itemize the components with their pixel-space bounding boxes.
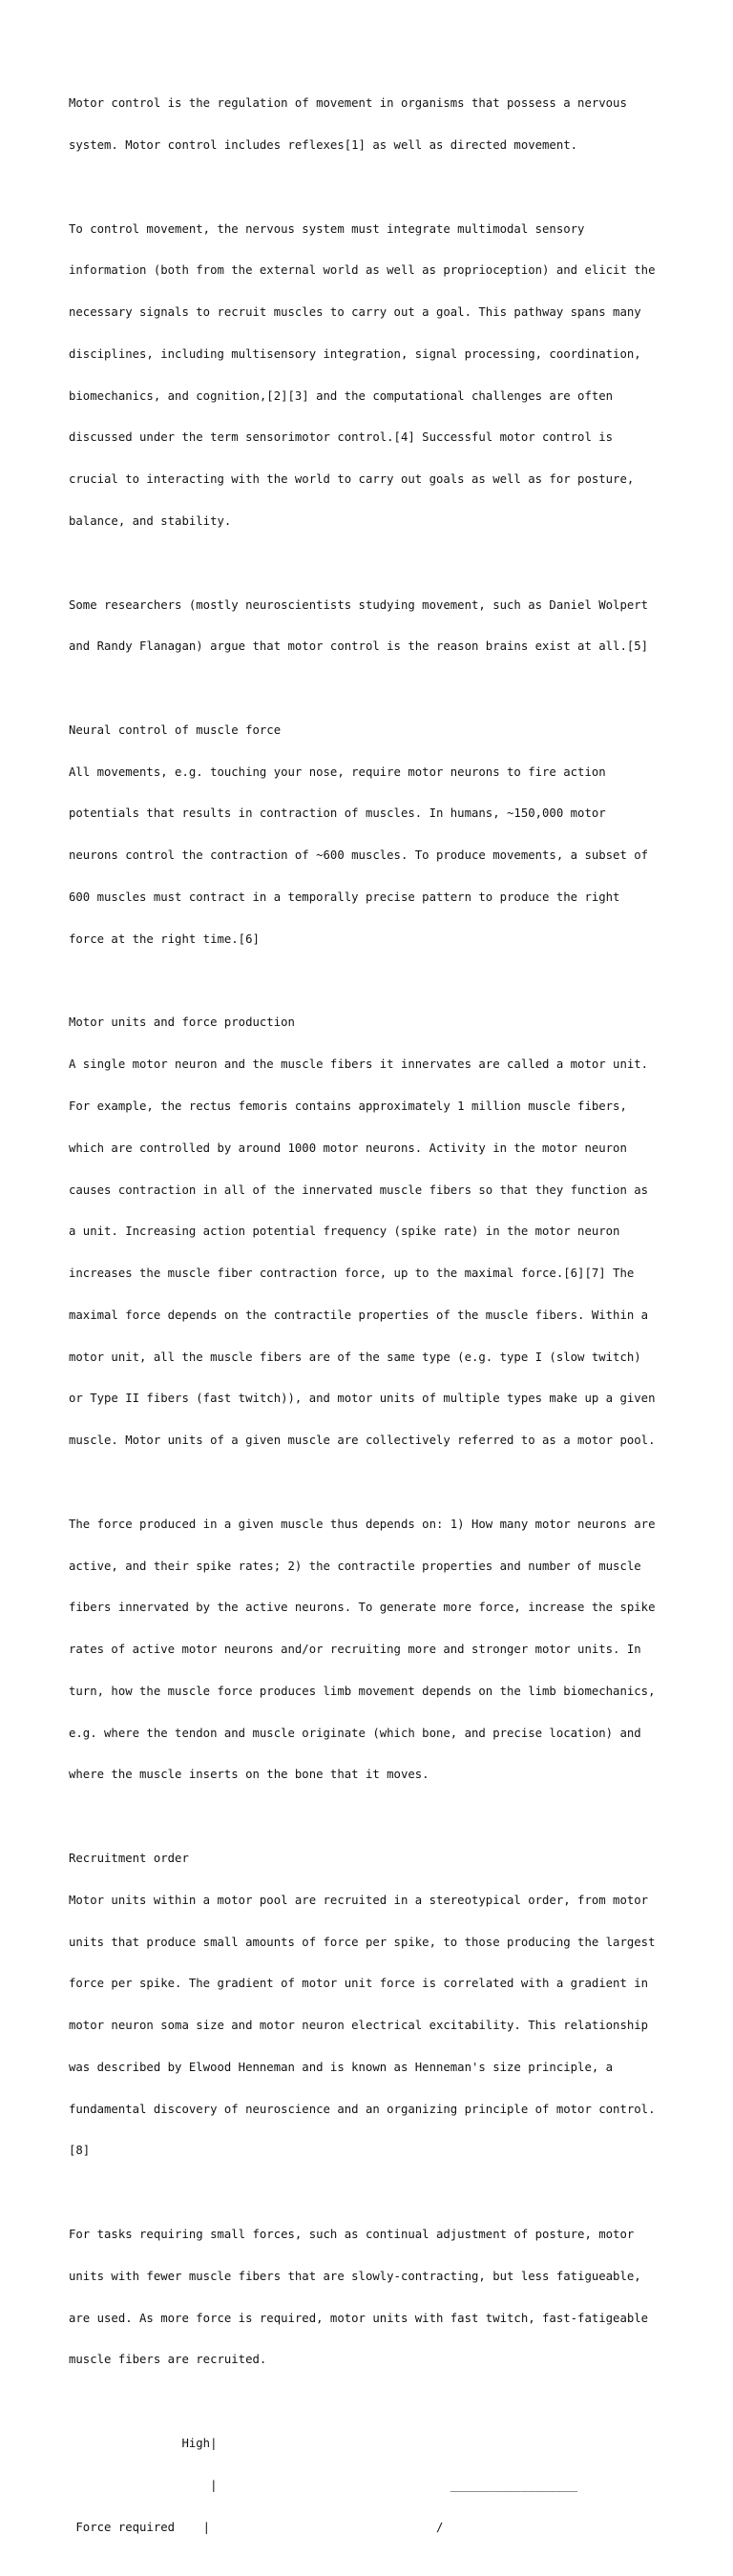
text-line: fundamental discovery of neuroscience and an organizing principle of motor control. xyxy=(69,2102,656,2116)
text-line: was described by Elwood Henneman and is known as Henneman's size principle, a xyxy=(69,2060,614,2074)
text-line: increases the muscle fiber contraction force, up to the maximal force.[6][7] The xyxy=(69,1267,635,1281)
text-line: maximal force depends on the contractile properties of the muscle fibers. Within a xyxy=(69,1308,649,1322)
text-line: are used. As more force is required, motor units with fast twitch, fast-fatigeable xyxy=(69,2311,649,2325)
text-line: units with fewer muscle fibers that are slowly-contracting, but less fatigueable, xyxy=(69,2269,641,2283)
ascii-line: High| xyxy=(69,2436,218,2450)
text-line: crucial to interacting with the world to carry out goals as well as for posture, xyxy=(69,472,635,487)
text-line: a unit. Increasing action potential frequency (spike rate) in the motor neuron xyxy=(69,1225,620,1239)
text-line: [8] xyxy=(69,2144,91,2158)
text-line: and Randy Flanagan) argue that motor control is the reason brains exist at all.[5] xyxy=(69,639,649,654)
section-recruitment-order xyxy=(69,1824,680,2186)
text-line: balance, and stability. xyxy=(69,514,232,528)
text-line: To control movement, the nervous system must integrate multimodal sensory xyxy=(69,221,585,236)
section-motor-units xyxy=(69,988,680,1476)
text-line: biomechanics, and cognition,[2][3] and the computational challenges are often xyxy=(69,388,614,403)
text-line: necessary signals to recruit muscles to carry out a goal. This pathway spans many xyxy=(69,305,641,320)
text-line: force at the right time.[6] xyxy=(69,932,260,946)
text-line: force per spike. The gradient of motor unit force is correlated with a gradient in xyxy=(69,1977,649,1991)
text-line: causes contraction in all of the innervated muscle fibers so that they function as xyxy=(69,1183,649,1197)
text-line: A single motor neuron and the muscle fibers it innervates are called a motor unit. xyxy=(69,1058,649,1072)
text-line: Motor units within a motor pool are recruited in a stereotypical order, from motor xyxy=(69,1893,649,1907)
text-line: motor neuron soma size and motor neuron electrical excitability. This relationship xyxy=(69,2019,649,2033)
paragraph-intro xyxy=(69,69,680,180)
text-line: potentials that results in contraction of muscles. In humans, ~150,000 motor xyxy=(69,806,606,821)
paragraph-force-depends xyxy=(69,1490,680,1811)
text-line: fibers innervated by the active neurons. To generate more force, increase the spike xyxy=(69,1601,656,1615)
text-line: information (both from the external world as well as proprioception) and elicit the xyxy=(69,263,656,278)
text-line: The force produced in a given muscle thus depends on: 1) How many motor neurons are xyxy=(69,1517,656,1531)
document-page xyxy=(69,69,680,2576)
text-line: For tasks requiring small forces, such as continual adjustment of posture, motor xyxy=(69,2228,635,2242)
text-line: rates of active motor neurons and/or recruiting more and stronger motor units. In xyxy=(69,1643,641,1657)
paragraph-researchers xyxy=(69,570,680,681)
text-line: muscle fibers are recruited. xyxy=(69,2353,267,2367)
text-line: units that produce small amounts of force per spike, to those producing the largest xyxy=(69,1935,656,1949)
text-line: or Type II fibers (fast twitch)), and motor units of multiple types make up a given xyxy=(69,1392,656,1406)
text-line: disciplines, including multisensory integration, signal processing, coordination, xyxy=(69,346,641,361)
ascii-force-diagram xyxy=(69,2409,680,2563)
text-line: For example, the rectus femoris contains approximately 1 million muscle fibers, xyxy=(69,1099,627,1113)
text-line: Motor control is the regulation of movement in organisms that possess a nervous xyxy=(69,96,627,111)
text-line: Some researchers (mostly neuroscientists studying movement, such as Daniel Wolpert xyxy=(69,597,649,612)
paragraph-small-forces xyxy=(69,2200,680,2395)
text-line: turn, how the muscle force produces limb movement depends on the limb biomechanics, xyxy=(69,1684,656,1698)
text-line: which are controlled by around 1000 motor neurons. Activity in the motor neuron xyxy=(69,1141,627,1155)
text-line: where the muscle inserts on the bone that it moves. xyxy=(69,1768,429,1782)
text-line: motor unit, all the muscle fibers are of the same type (e.g. type I (slow twitch) xyxy=(69,1350,641,1364)
text-line: system. Motor control includes reflexes[1] as well as directed movement. xyxy=(69,137,578,152)
text-line: neurons control the contraction of ~600 muscles. To produce movements, a subset of xyxy=(69,848,649,863)
section-heading: Neural control of muscle force xyxy=(69,723,282,737)
text-line: e.g. where the tendon and muscle originate (which bone, and precise location) and xyxy=(69,1726,641,1740)
text-line: active, and their spike rates; 2) the contractile properties and number of muscle xyxy=(69,1559,641,1573)
paragraph-control-movement xyxy=(69,194,680,555)
ascii-line: | __________________ xyxy=(69,2478,578,2492)
text-line: All movements, e.g. touching your nose, require motor neurons to fire action xyxy=(69,764,606,779)
ascii-line: Force required | / xyxy=(69,2520,444,2534)
section-neural-control xyxy=(69,696,680,974)
text-line: discussed under the term sensorimotor control.[4] Successful motor control is xyxy=(69,430,614,445)
text-line: 600 muscles must contract in a temporally precise pattern to produce the right xyxy=(69,890,620,905)
section-heading: Motor units and force production xyxy=(69,1016,295,1030)
section-heading: Recruitment order xyxy=(69,1852,189,1865)
text-line: muscle. Motor units of a given muscle are collectively referred to as a motor pool. xyxy=(69,1434,656,1448)
